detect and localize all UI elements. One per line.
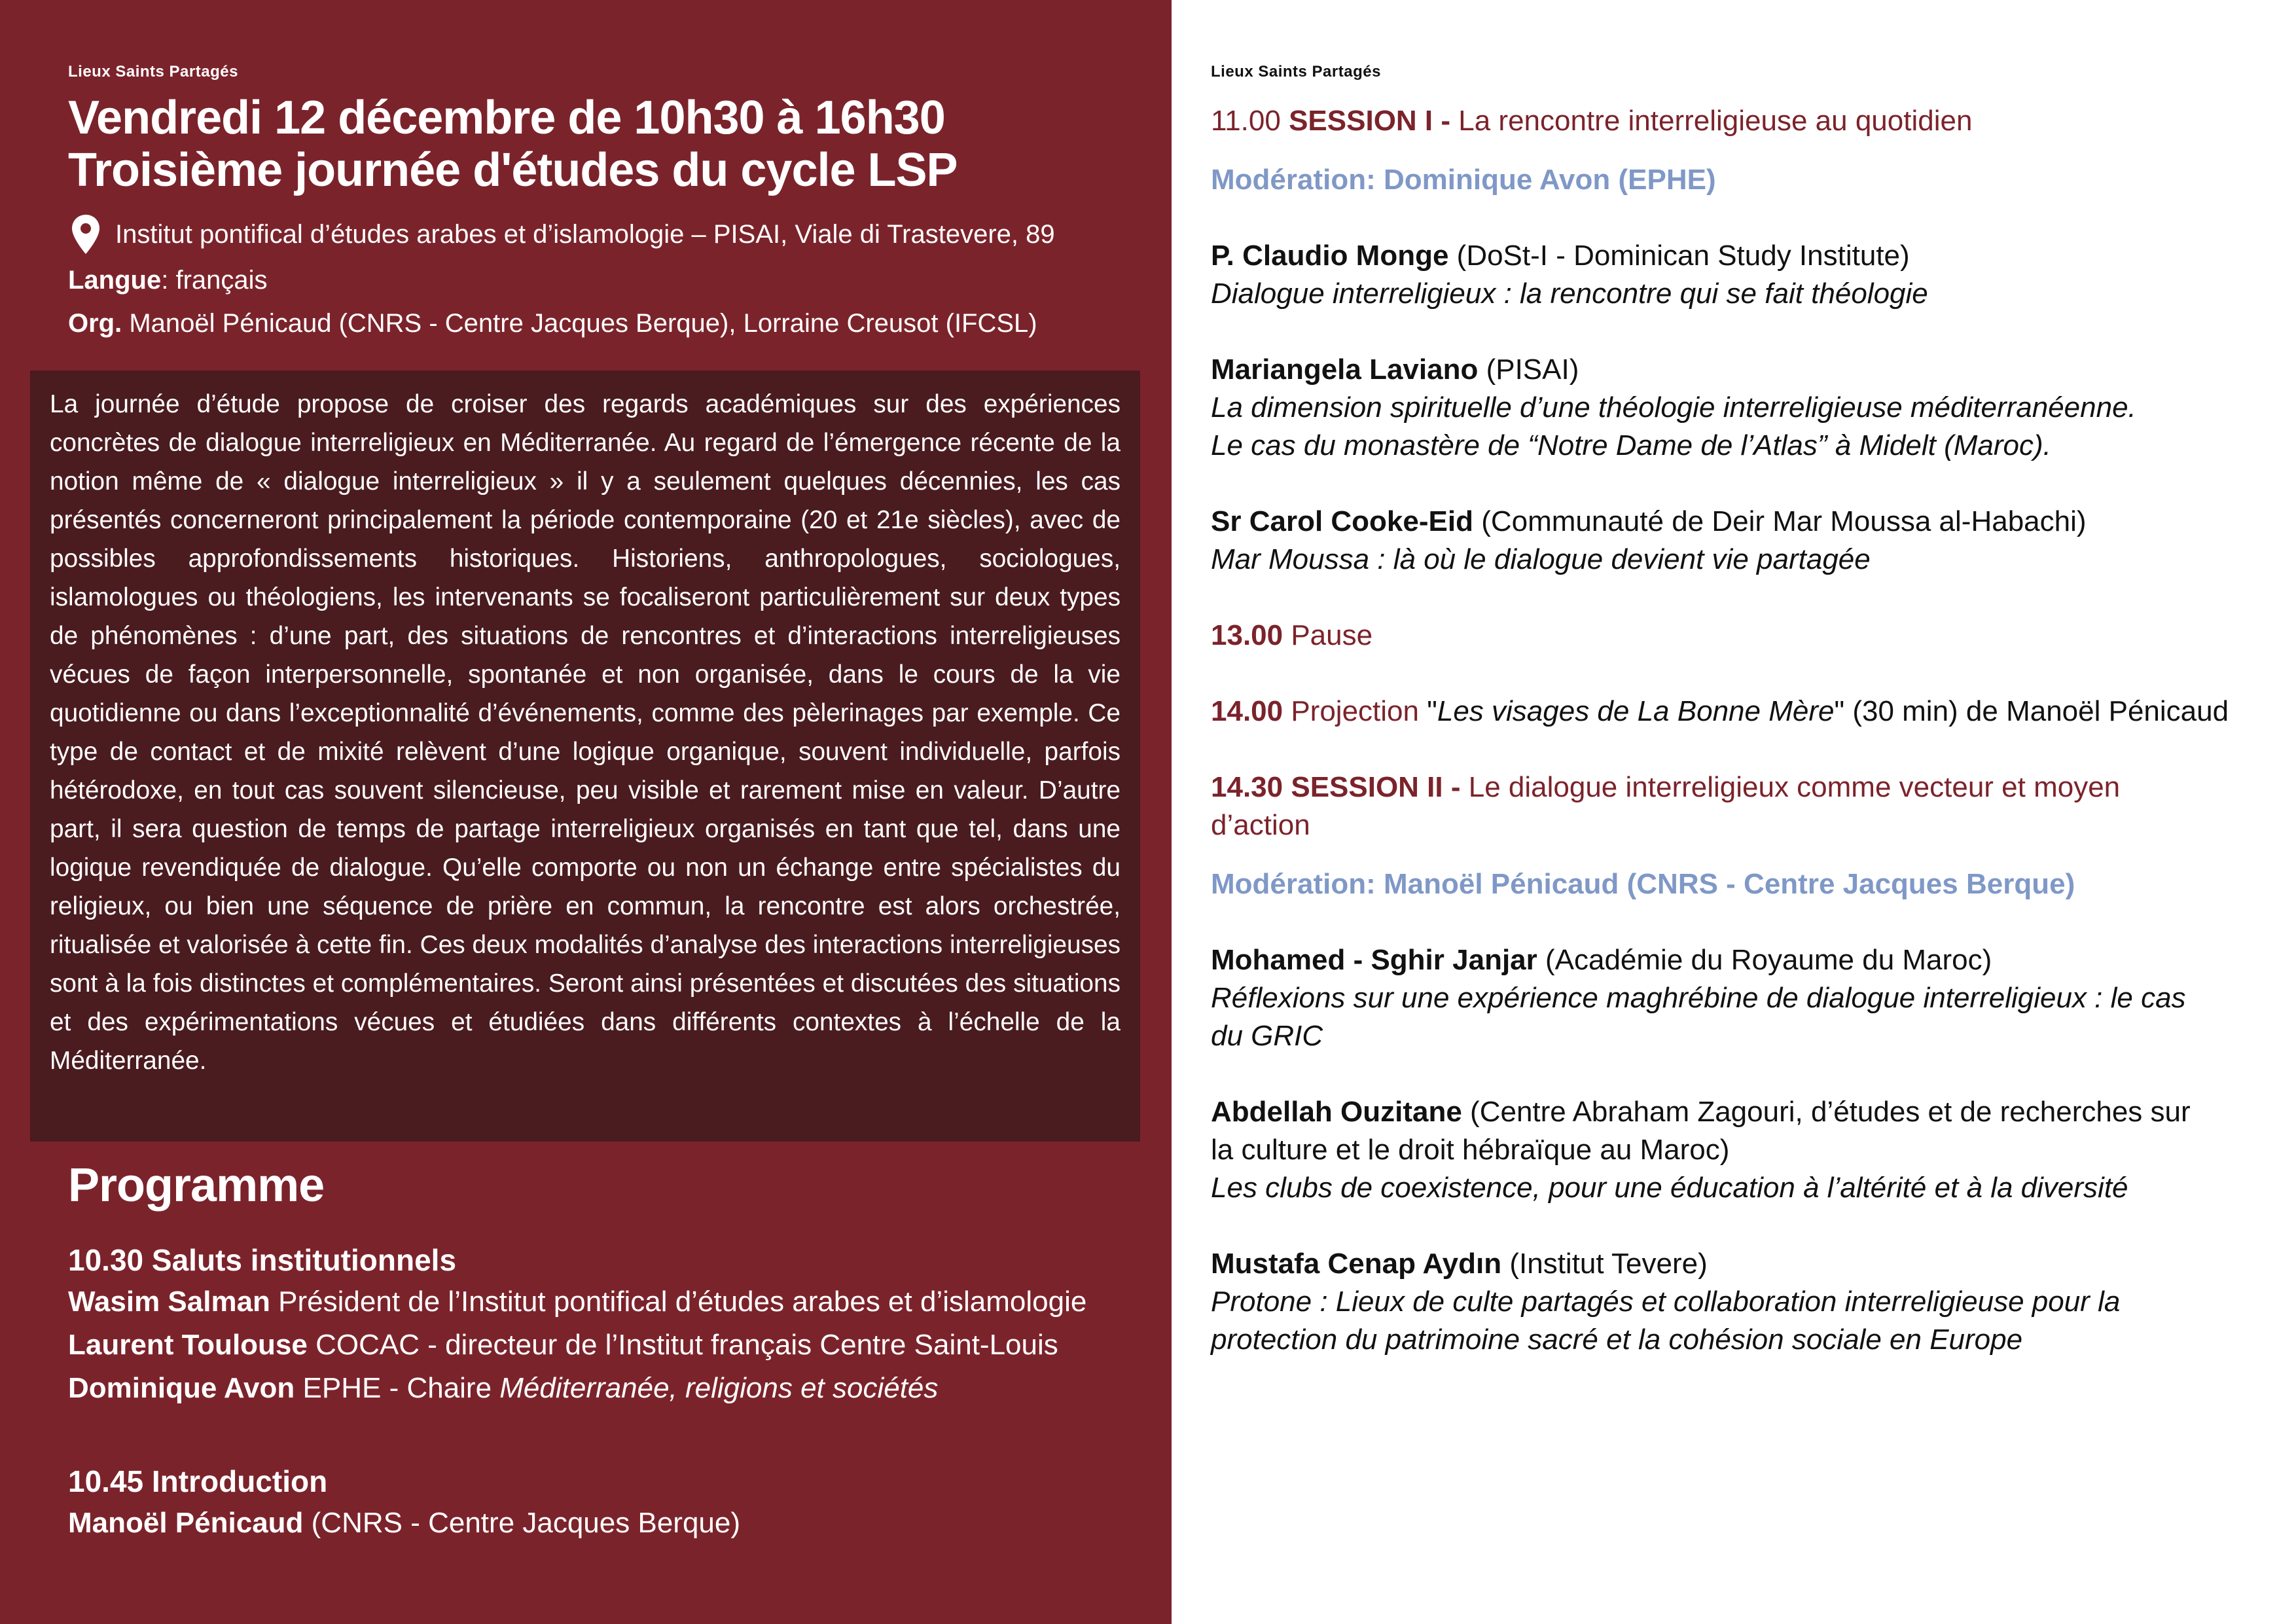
speaker-affiliation: (Académie du Royaume du Maroc) — [1537, 944, 1992, 976]
brand-tag: Lieux Saints Partagés — [68, 63, 238, 81]
session-title: Le dialogue interreligieux comme vecteur et moyen — [1468, 771, 2121, 803]
pause-label: Pause — [1283, 619, 1373, 651]
title-event: Troisième journée d'études du cycle LSP — [68, 144, 958, 196]
speaker-line — [68, 1286, 1086, 1318]
brand-tag: Lieux Saints Partagés — [1211, 63, 1381, 81]
speaker-name: Manoël Pénicaud — [68, 1507, 304, 1539]
talk-speaker — [1211, 1096, 2191, 1128]
block-time: 10.30 Saluts institutionnels — [68, 1243, 457, 1277]
talk-title — [1211, 1020, 1323, 1053]
speaker-affiliation-continued: la culture et le droit hébraïque au Maroc) — [1211, 1134, 1730, 1166]
talk-title-text: protection du patrimoine sacré et la cohésion sociale en Europe — [1211, 1324, 2023, 1356]
speaker-affiliation: (DoSt-I - Dominican Study Institute) — [1448, 240, 1910, 272]
speaker-name: Mustafa Cenap Aydın — [1211, 1248, 1502, 1280]
speaker-role-italic: Méditerranée, religions et sociétés — [499, 1372, 939, 1404]
talk-title-text: Le cas du monastère de “Notre Dame de l’Atlas” à Midelt (Maroc). — [1211, 429, 2051, 461]
session-label: SESSION I - — [1289, 105, 1459, 137]
speaker-name: Wasim Salman — [68, 1286, 270, 1318]
pause-line — [1211, 619, 1372, 652]
talk-speaker — [1211, 240, 1910, 272]
projection-time: 14.00 — [1211, 695, 1283, 727]
talk-title-text: Mar Moussa : là où le dialogue devient vie partagée — [1211, 543, 1871, 575]
session-heading — [1211, 771, 2120, 804]
speaker-affiliation: (Centre Abraham Zagouri, d’études et de recherches sur — [1462, 1096, 2191, 1128]
map-pin-icon — [71, 213, 101, 255]
speaker-line — [68, 1507, 740, 1540]
speaker-name: P. Claudio Monge — [1211, 240, 1449, 272]
speaker-role: (CNRS - Centre Jacques Berque) — [303, 1507, 741, 1539]
speaker-line — [68, 1329, 1058, 1362]
speaker-affiliation: (Institut Tevere) — [1501, 1248, 1708, 1280]
talk-title-text: Réflexions sur une expérience maghrébine de dialogue interreligieux : le cas — [1211, 982, 2186, 1014]
session-label: SESSION II - — [1291, 771, 1469, 803]
moderation-line: Modération: Manoël Pénicaud (CNRS - Centre Jacques Berque) — [1211, 868, 2075, 900]
talk-title — [1211, 429, 2051, 462]
talk-title — [1211, 391, 2136, 424]
speaker-affiliation: (PISAI) — [1478, 353, 1579, 386]
intro-text: La journée d’étude propose de croiser des regards académiques sur des expériences concrètes de dialogue interreligieux en Méditerranée. Au regard de l’émergence récente de la notion même de « dialogue interreligieux » il y a seulement quelques décennies, les cas présentés concerneront principalement la période contemporaine (20 et 21e siècles), avec de possibles approfondissements historiques. Historiens, anthropologues, sociologues, islamologues ou théologiens, les intervenants se focaliseront particulièrement sur deux types de phénomènes : d’une part, des situations de rencontres et d’interactions interreligieuses vécues de façon interpersonnelle, spontanée et non organisée, dans le cours de la vie quotidienne ou dans l’exceptionnalité d’événements, comme des pèlerinages par exemple. Ce type de contact et de mixité relèvent d’une logique organique, souvent individuelle, parfois hétérodoxe, en tout cas souvent silencieuse, peu visible et rarement mise en valeur. D’autre part, il sera question de temps de partage interreligieux organisés en tant que tel, dans une logique revendiquée de dialogue. Qu’elle comporte ou non un échange entre spécialistes du religieux, ou bien une séquence de prière en commun, la rencontre est alors orchestrée, ritualisée et valorisée à cette fin. Ces deux modalités d’analyse des interactions interreligieuses sont à la fois distinctes et complémentaires. Seront ainsi présentées et discutées des situations et des expérimentations vécues et étudiées dans différents contextes à l’échelle de la Méditerranée. — [30, 370, 1140, 1142]
speaker-name: Abdellah Ouzitane — [1211, 1096, 1462, 1128]
title-date: Vendredi 12 décembre de 10h30 à 16h30 — [68, 92, 945, 144]
session-time: 11.00 — [1211, 105, 1289, 137]
projection-detail: (30 min) de Manoël Pénicaud — [1844, 695, 2229, 727]
speaker-name: Mohamed - Sghir Janjar — [1211, 944, 1537, 976]
org-label: Org. — [68, 309, 122, 338]
projection-label: Projection — [1283, 695, 1427, 727]
speaker-name: Dominique Avon — [68, 1372, 295, 1404]
speaker-name: Mariangela Laviano — [1211, 353, 1479, 386]
talk-speaker — [1211, 505, 2087, 538]
talk-title-text: Les clubs de coexistence, pour une éducation à l’altérité et à la diversité — [1211, 1172, 2128, 1204]
organizers-line — [68, 309, 1037, 338]
projection-film: Les visages de La Bonne Mère — [1437, 695, 1835, 727]
speaker-role: COCAC - directeur de l’Institut français Centre Saint-Louis — [307, 1329, 1058, 1361]
location-text: Institut pontifical d’études arabes et d’islamologie – PISAI, Viale di Trastevere, 89 — [115, 220, 1055, 249]
speaker-role: EPHE - Chaire — [295, 1372, 500, 1404]
moderation-line: Modération: Dominique Avon (EPHE) — [1211, 164, 1716, 196]
talk-title-text: Dialogue interreligieux : la rencontre qui se fait théologie — [1211, 278, 1928, 310]
talk-speaker — [1211, 1248, 1708, 1280]
speaker-name: Sr Carol Cooke-Eid — [1211, 505, 1473, 537]
langue-label: Langue — [68, 266, 162, 295]
page-title — [68, 92, 1155, 196]
speaker-name: Laurent Toulouse — [68, 1329, 308, 1361]
talk-title-text: du GRIC — [1211, 1020, 1323, 1052]
speaker-role: Président de l’Institut pontifical d’études arabes et d’islamologie — [270, 1286, 1087, 1318]
langue-line — [68, 266, 268, 295]
talk-title — [1211, 543, 1871, 576]
talk-title — [1211, 1172, 2128, 1204]
org-value: Manoël Pénicaud (CNRS - Centre Jacques Berque), Lorraine Creusot (IFCSL) — [129, 309, 1037, 338]
talk-speaker — [1211, 353, 1579, 386]
programme-heading: Programme — [68, 1159, 325, 1212]
talk-title-text: La dimension spirituelle d’une théologie interreligieuse méditerranéenne. — [1211, 391, 2136, 424]
talk-title — [1211, 278, 1928, 310]
session-title: La rencontre interreligieuse au quotidien — [1458, 105, 1973, 137]
langue-value: : français — [161, 266, 268, 295]
talk-title — [1211, 1286, 2120, 1318]
projection-quote: " — [1427, 695, 1437, 727]
talk-title — [1211, 982, 2186, 1015]
speaker-affiliation: (Communauté de Deir Mar Moussa al-Habachi) — [1473, 505, 2087, 537]
talk-title-text: Protone : Lieux de culte partagés et collaboration interreligieuse pour la — [1211, 1286, 2121, 1318]
session-heading — [1211, 105, 1972, 137]
talk-title — [1211, 1324, 2022, 1356]
projection-quote: " — [1834, 695, 1845, 727]
session-title-continued: d’action — [1211, 809, 1310, 841]
block-time: 10.45 Introduction — [68, 1464, 328, 1498]
session-time: 14.30 — [1211, 771, 1291, 803]
speaker-line — [68, 1372, 938, 1405]
pause-time: 13.00 — [1211, 619, 1283, 651]
projection-line — [1211, 695, 2229, 728]
talk-speaker — [1211, 944, 1992, 977]
